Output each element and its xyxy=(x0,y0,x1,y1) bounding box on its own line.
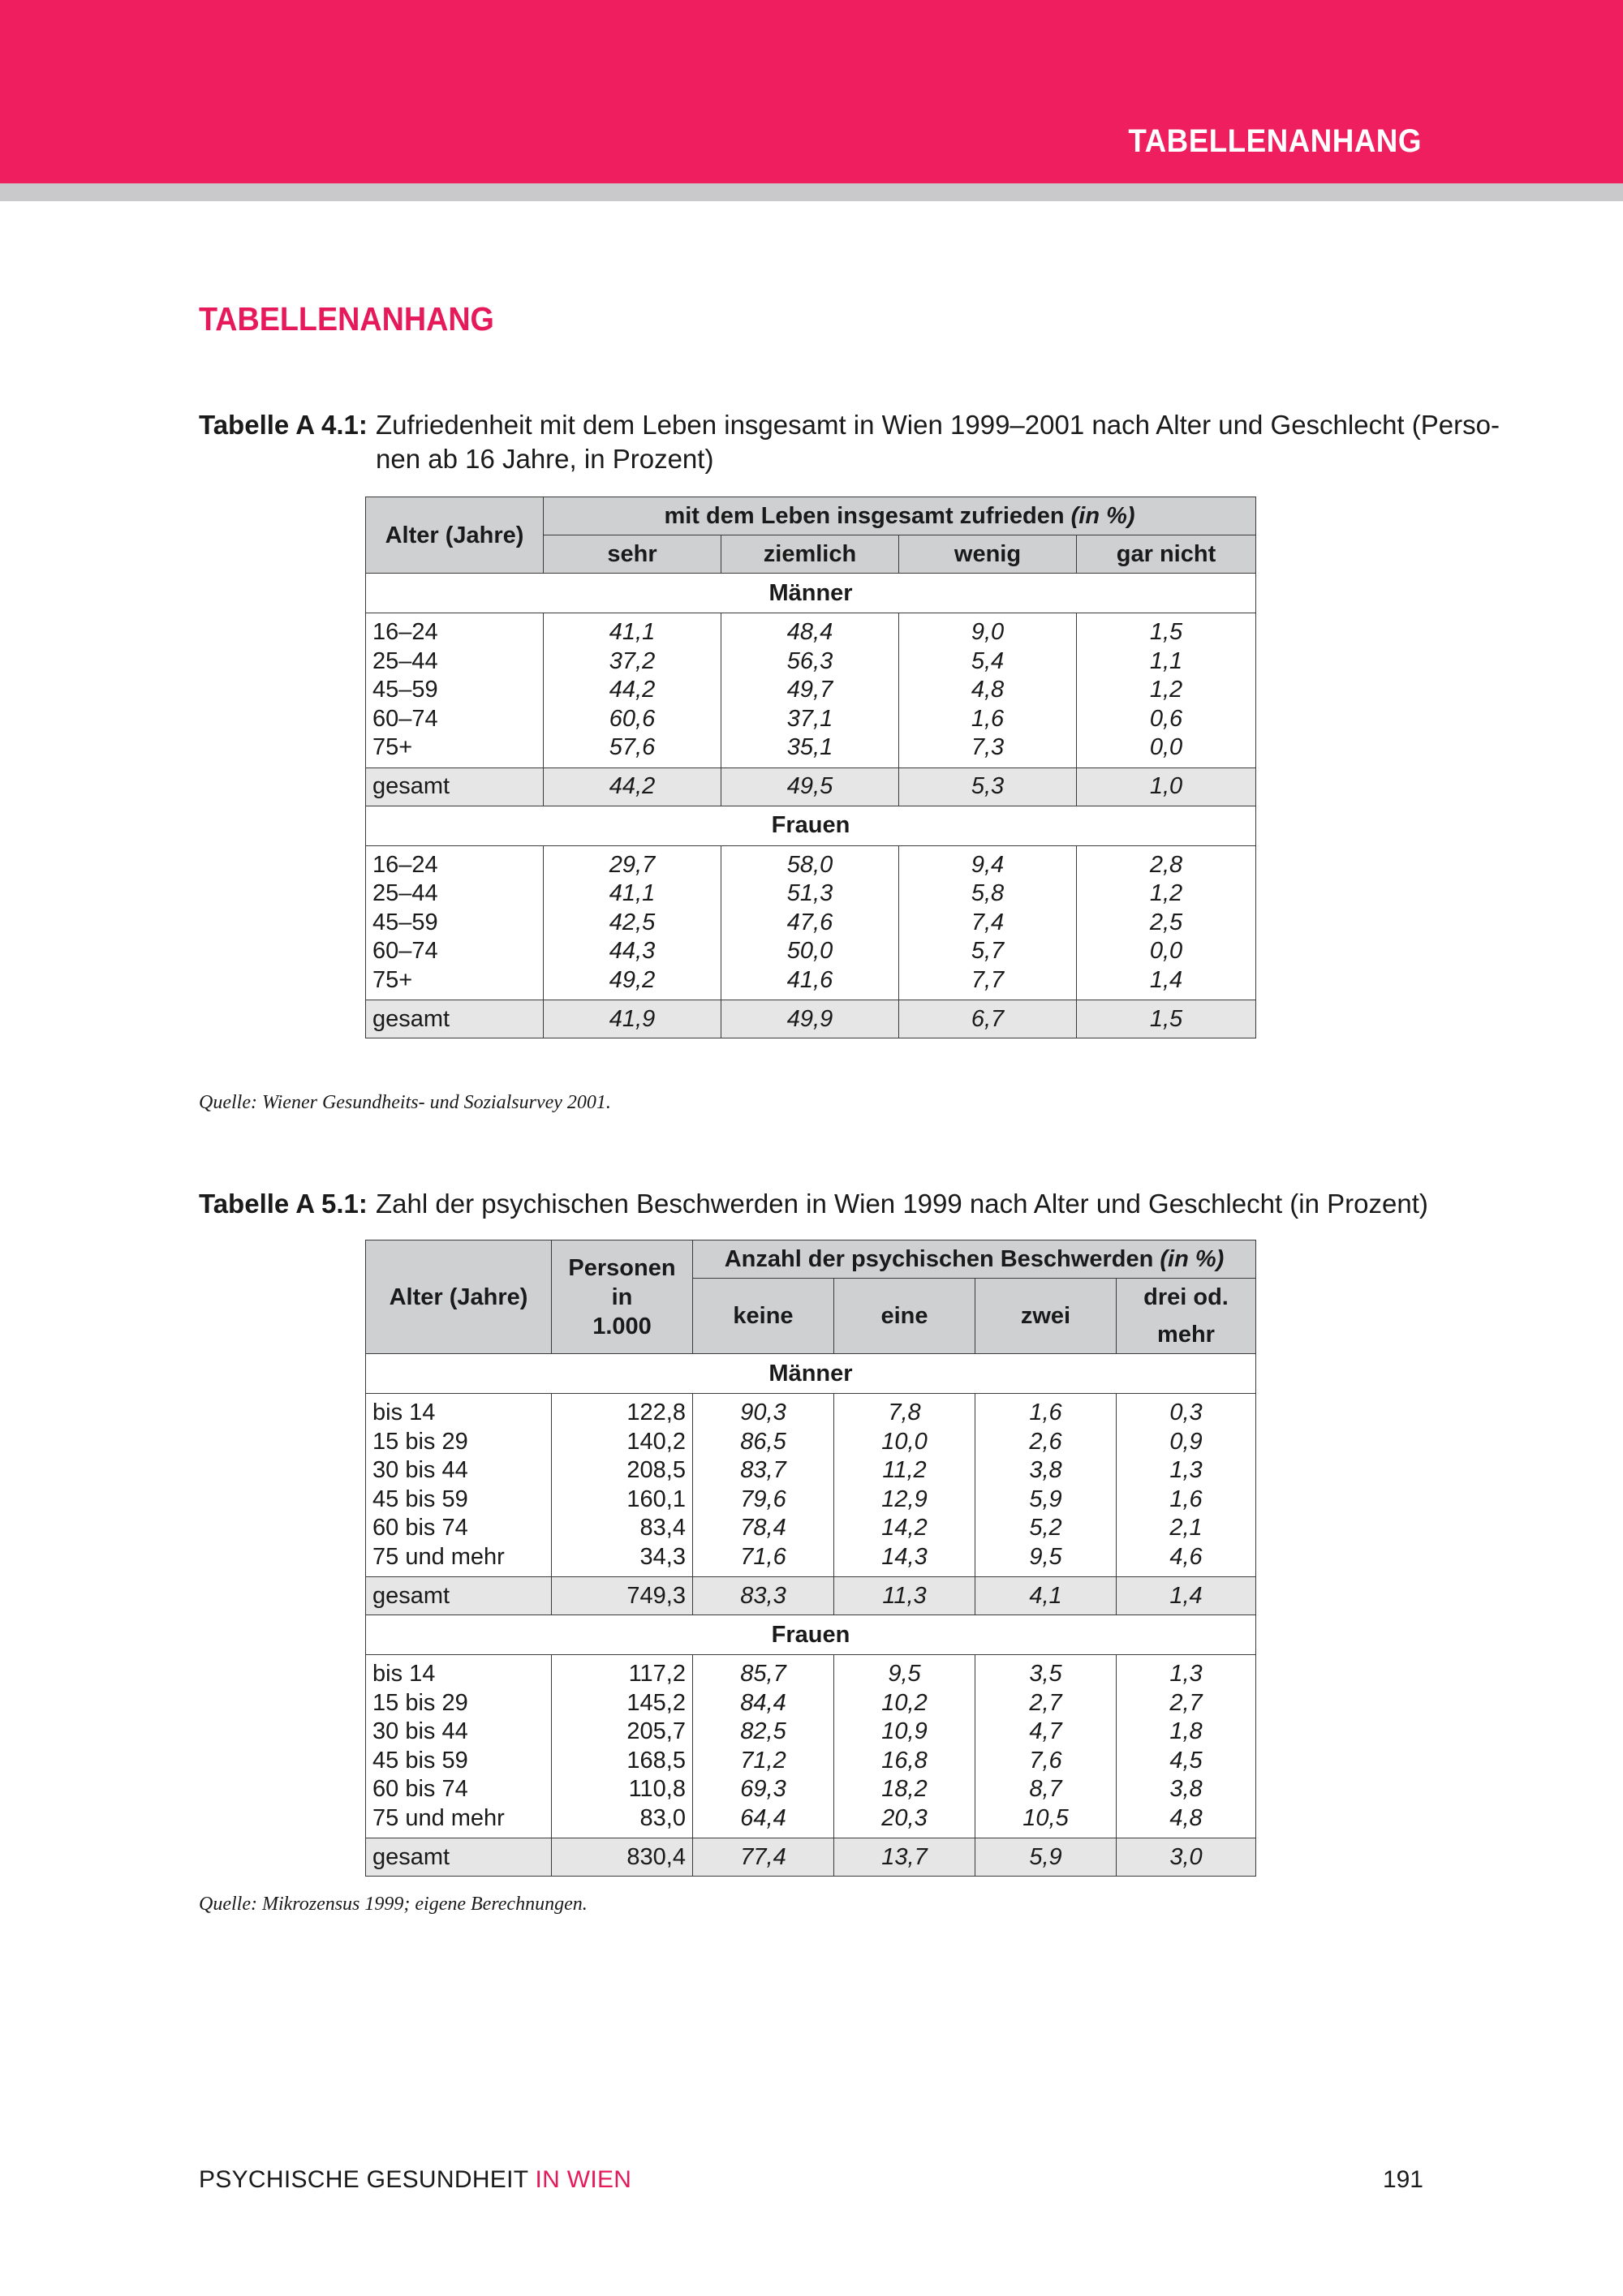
value-cell: 1,2 xyxy=(1077,676,1256,705)
sex-header-row xyxy=(366,574,1256,613)
age-cell: 45 bis 59 xyxy=(366,1486,552,1515)
value-cell: 83,7 xyxy=(693,1456,834,1486)
value-cell: 0,3 xyxy=(1117,1394,1256,1428)
value-cell: 78,4 xyxy=(693,1514,834,1543)
value-cell: 41,1 xyxy=(544,613,721,647)
table-row xyxy=(366,647,1256,677)
value-cell: 7,4 xyxy=(899,909,1077,938)
table-row xyxy=(366,1655,1256,1689)
table-a41 xyxy=(365,497,1256,1038)
table-row xyxy=(366,1775,1256,1804)
age-cell: 25–44 xyxy=(366,647,544,677)
sex-label: Männer xyxy=(366,574,1256,613)
value-cell: 10,9 xyxy=(834,1718,975,1747)
value-cell: 6,7 xyxy=(899,1000,1077,1038)
count-cell: 117,2 xyxy=(552,1655,693,1689)
value-cell: 9,0 xyxy=(899,613,1077,647)
sex-label: Männer xyxy=(366,1354,1256,1394)
value-cell: 85,7 xyxy=(693,1655,834,1689)
value-cell: 2,6 xyxy=(975,1428,1117,1457)
value-cell: 4,1 xyxy=(975,1577,1117,1615)
value-cell: 5,9 xyxy=(975,1486,1117,1515)
age-cell: 30 bis 44 xyxy=(366,1456,552,1486)
value-cell: 5,9 xyxy=(975,1838,1117,1877)
value-cell: 77,4 xyxy=(693,1838,834,1877)
count-cell: 160,1 xyxy=(552,1486,693,1515)
value-cell: 4,6 xyxy=(1117,1543,1256,1577)
value-cell: 57,6 xyxy=(544,733,721,767)
value-cell: 10,0 xyxy=(834,1428,975,1457)
value-cell: 1,2 xyxy=(1077,879,1256,909)
count-cell: 830,4 xyxy=(552,1838,693,1877)
col-header-persons-line1: Personen in xyxy=(568,1254,676,1310)
table-row xyxy=(366,1486,1256,1515)
value-cell: 13,7 xyxy=(834,1838,975,1877)
age-cell: 60–74 xyxy=(366,937,544,966)
table-row xyxy=(366,1689,1256,1718)
group-header-text: mit dem Leben insgesamt zufrieden xyxy=(664,503,1065,529)
value-cell: 44,2 xyxy=(544,767,721,806)
value-cell: 1,3 xyxy=(1117,1456,1256,1486)
table-row xyxy=(366,879,1256,909)
count-cell: 205,7 xyxy=(552,1718,693,1747)
table1-caption-line1: Zufriedenheit mit dem Leben insgesamt in Wien 1999–2001 nach Alter und Geschlecht (Perso- xyxy=(376,410,1500,440)
table-row xyxy=(366,845,1256,879)
age-cell: 25–44 xyxy=(366,879,544,909)
age-cell: 75+ xyxy=(366,733,544,767)
value-cell: 9,5 xyxy=(834,1655,975,1689)
value-cell: 1,4 xyxy=(1077,966,1256,1000)
total-row xyxy=(366,1577,1256,1615)
value-cell: 84,4 xyxy=(693,1689,834,1718)
value-cell: 12,9 xyxy=(834,1486,975,1515)
value-cell: 4,8 xyxy=(1117,1804,1256,1838)
value-cell: 1,6 xyxy=(975,1394,1117,1428)
age-cell: 15 bis 29 xyxy=(366,1428,552,1457)
count-cell: 34,3 xyxy=(552,1543,693,1577)
value-cell: 5,3 xyxy=(899,767,1077,806)
table1-caption-line2: nen ab 16 Jahre, in Prozent) xyxy=(376,444,714,474)
value-cell: 2,1 xyxy=(1117,1514,1256,1543)
count-cell: 145,2 xyxy=(552,1689,693,1718)
value-cell: 35,1 xyxy=(721,733,899,767)
value-cell: 20,3 xyxy=(834,1804,975,1838)
table2-label: Tabelle A 5.1: xyxy=(199,1189,368,1219)
value-cell: 48,4 xyxy=(721,613,899,647)
value-cell: 18,2 xyxy=(834,1775,975,1804)
value-cell: 4,8 xyxy=(899,676,1077,705)
count-cell: 749,3 xyxy=(552,1577,693,1615)
value-cell: 4,7 xyxy=(975,1718,1117,1747)
value-cell: 1,6 xyxy=(1117,1486,1256,1515)
value-cell: 56,3 xyxy=(721,647,899,677)
value-cell: 11,2 xyxy=(834,1456,975,1486)
value-cell: 86,5 xyxy=(693,1428,834,1457)
value-cell: 60,6 xyxy=(544,705,721,734)
col-header: wenig xyxy=(899,535,1077,574)
table-row xyxy=(366,1428,1256,1457)
header-divider xyxy=(0,183,1623,201)
age-cell: 45–59 xyxy=(366,676,544,705)
table-row xyxy=(366,1394,1256,1428)
sex-header-row xyxy=(366,1354,1256,1394)
age-cell: 75 und mehr xyxy=(366,1804,552,1838)
value-cell: 44,2 xyxy=(544,676,721,705)
total-label: gesamt xyxy=(366,1000,544,1038)
col-header-age: Alter (Jahre) xyxy=(366,497,544,574)
value-cell: 0,9 xyxy=(1117,1428,1256,1457)
col-header: sehr xyxy=(544,535,721,574)
table2-caption-line1: Zahl der psychischen Beschwerden in Wien 1999 nach Alter und Geschlecht (in Prozent) xyxy=(376,1189,1428,1219)
sex-label: Frauen xyxy=(366,1615,1256,1655)
age-cell: 15 bis 29 xyxy=(366,1689,552,1718)
value-cell: 37,1 xyxy=(721,705,899,734)
sex-header-row xyxy=(366,806,1256,845)
value-cell: 69,3 xyxy=(693,1775,834,1804)
value-cell: 49,5 xyxy=(721,767,899,806)
value-cell: 58,0 xyxy=(721,845,899,879)
value-cell: 2,7 xyxy=(1117,1689,1256,1718)
table-row xyxy=(366,705,1256,734)
table-row xyxy=(366,937,1256,966)
age-cell: 45 bis 59 xyxy=(366,1747,552,1776)
value-cell: 0,0 xyxy=(1077,733,1256,767)
value-cell: 79,6 xyxy=(693,1486,834,1515)
count-cell: 110,8 xyxy=(552,1775,693,1804)
col-header: drei od. mehr xyxy=(1117,1279,1256,1354)
value-cell: 1,5 xyxy=(1077,1000,1256,1038)
total-row xyxy=(366,1000,1256,1038)
total-label: gesamt xyxy=(366,1838,552,1877)
table2-caption-text xyxy=(376,1187,1617,1221)
table1-caption-text xyxy=(376,408,1617,476)
table-row xyxy=(366,966,1256,1000)
value-cell: 41,1 xyxy=(544,879,721,909)
value-cell: 0,0 xyxy=(1077,937,1256,966)
value-cell: 49,7 xyxy=(721,676,899,705)
group-header-text: Anzahl der psychischen Beschwerden xyxy=(724,1246,1154,1272)
value-cell: 50,0 xyxy=(721,937,899,966)
count-cell: 208,5 xyxy=(552,1456,693,1486)
value-cell: 47,6 xyxy=(721,909,899,938)
value-cell: 29,7 xyxy=(544,845,721,879)
value-cell: 82,5 xyxy=(693,1718,834,1747)
value-cell: 10,5 xyxy=(975,1804,1117,1838)
col-header: ziemlich xyxy=(721,535,899,574)
value-cell: 1,4 xyxy=(1117,1577,1256,1615)
value-cell: 64,4 xyxy=(693,1804,834,1838)
table-row xyxy=(366,1456,1256,1486)
value-cell: 1,3 xyxy=(1117,1655,1256,1689)
value-cell: 7,8 xyxy=(834,1394,975,1428)
group-header-unit: (in %) xyxy=(1160,1246,1225,1272)
value-cell: 10,2 xyxy=(834,1689,975,1718)
col-header: gar nicht xyxy=(1077,535,1256,574)
value-cell: 41,9 xyxy=(544,1000,721,1038)
age-cell: 16–24 xyxy=(366,845,544,879)
value-cell: 2,5 xyxy=(1077,909,1256,938)
value-cell: 11,3 xyxy=(834,1577,975,1615)
value-cell: 44,3 xyxy=(544,937,721,966)
table-row xyxy=(366,1747,1256,1776)
count-cell: 83,4 xyxy=(552,1514,693,1543)
value-cell: 3,8 xyxy=(1117,1775,1256,1804)
total-row xyxy=(366,1838,1256,1877)
value-cell: 9,4 xyxy=(899,845,1077,879)
age-cell: bis 14 xyxy=(366,1394,552,1428)
col-header: zwei xyxy=(975,1279,1117,1354)
value-cell: 1,0 xyxy=(1077,767,1256,806)
value-cell: 5,4 xyxy=(899,647,1077,677)
value-cell: 90,3 xyxy=(693,1394,834,1428)
age-cell: 75+ xyxy=(366,966,544,1000)
value-cell: 5,2 xyxy=(975,1514,1117,1543)
group-header-unit: (in %) xyxy=(1070,503,1135,529)
table-a51 xyxy=(365,1240,1256,1877)
col-header-age: Alter (Jahre) xyxy=(366,1240,552,1354)
value-cell: 51,3 xyxy=(721,879,899,909)
total-row xyxy=(366,767,1256,806)
value-cell: 16,8 xyxy=(834,1747,975,1776)
value-cell: 8,7 xyxy=(975,1775,1117,1804)
group-header xyxy=(544,497,1256,535)
table-row xyxy=(366,1514,1256,1543)
page-number: 191 xyxy=(1382,2166,1423,2193)
value-cell: 5,7 xyxy=(899,937,1077,966)
table-row xyxy=(366,909,1256,938)
col-header: eine xyxy=(834,1279,975,1354)
value-cell: 14,3 xyxy=(834,1543,975,1577)
age-cell: 45–59 xyxy=(366,909,544,938)
value-cell: 2,8 xyxy=(1077,845,1256,879)
table-row xyxy=(366,1804,1256,1838)
age-cell: 16–24 xyxy=(366,613,544,647)
value-cell: 3,0 xyxy=(1117,1838,1256,1877)
age-cell: bis 14 xyxy=(366,1655,552,1689)
age-cell: 75 und mehr xyxy=(366,1543,552,1577)
value-cell: 3,8 xyxy=(975,1456,1117,1486)
table-row xyxy=(366,733,1256,767)
col-header: keine xyxy=(693,1279,834,1354)
value-cell: 7,7 xyxy=(899,966,1077,1000)
count-cell: 122,8 xyxy=(552,1394,693,1428)
age-cell: 60 bis 74 xyxy=(366,1775,552,1804)
table1-label: Tabelle A 4.1: xyxy=(199,410,368,440)
age-cell: 60 bis 74 xyxy=(366,1514,552,1543)
value-cell: 71,2 xyxy=(693,1747,834,1776)
col-header-persons xyxy=(552,1240,693,1354)
footer-title-part2: IN WIEN xyxy=(535,2166,632,2193)
table-row xyxy=(366,1543,1256,1577)
group-header xyxy=(693,1240,1256,1279)
running-title: TABELLENANHANG xyxy=(1128,123,1422,159)
value-cell: 0,6 xyxy=(1077,705,1256,734)
value-cell: 49,9 xyxy=(721,1000,899,1038)
value-cell: 1,8 xyxy=(1117,1718,1256,1747)
value-cell: 2,7 xyxy=(975,1689,1117,1718)
section-title: TABELLENANHANG xyxy=(199,300,494,338)
age-cell: 30 bis 44 xyxy=(366,1718,552,1747)
count-cell: 140,2 xyxy=(552,1428,693,1457)
value-cell: 71,6 xyxy=(693,1543,834,1577)
footer-title-part1: PSYCHISCHE GESUNDHEIT xyxy=(199,2166,536,2193)
count-cell: 83,0 xyxy=(552,1804,693,1838)
value-cell: 9,5 xyxy=(975,1543,1117,1577)
age-cell: 60–74 xyxy=(366,705,544,734)
value-cell: 41,6 xyxy=(721,966,899,1000)
value-cell: 83,3 xyxy=(693,1577,834,1615)
total-label: gesamt xyxy=(366,1577,552,1615)
value-cell: 7,3 xyxy=(899,733,1077,767)
value-cell: 14,2 xyxy=(834,1514,975,1543)
count-cell: 168,5 xyxy=(552,1747,693,1776)
value-cell: 1,5 xyxy=(1077,613,1256,647)
table-row xyxy=(366,613,1256,647)
value-cell: 5,8 xyxy=(899,879,1077,909)
table-row xyxy=(366,1718,1256,1747)
value-cell: 3,5 xyxy=(975,1655,1117,1689)
sex-header-row xyxy=(366,1615,1256,1655)
table1-source: Quelle: Wiener Gesundheits- und Sozialsurvey 2001. xyxy=(199,1092,611,1113)
value-cell: 4,5 xyxy=(1117,1747,1256,1776)
table-row xyxy=(366,676,1256,705)
value-cell: 7,6 xyxy=(975,1747,1117,1776)
total-label: gesamt xyxy=(366,767,544,806)
value-cell: 1,1 xyxy=(1077,647,1256,677)
value-cell: 49,2 xyxy=(544,966,721,1000)
value-cell: 1,6 xyxy=(899,705,1077,734)
value-cell: 42,5 xyxy=(544,909,721,938)
table2-source: Quelle: Mikrozensus 1999; eigene Berechnungen. xyxy=(199,1894,588,1915)
col-header-persons-line2: 1.000 xyxy=(592,1313,652,1339)
footer-title xyxy=(199,2166,631,2194)
sex-label: Frauen xyxy=(366,806,1256,845)
value-cell: 37,2 xyxy=(544,647,721,677)
